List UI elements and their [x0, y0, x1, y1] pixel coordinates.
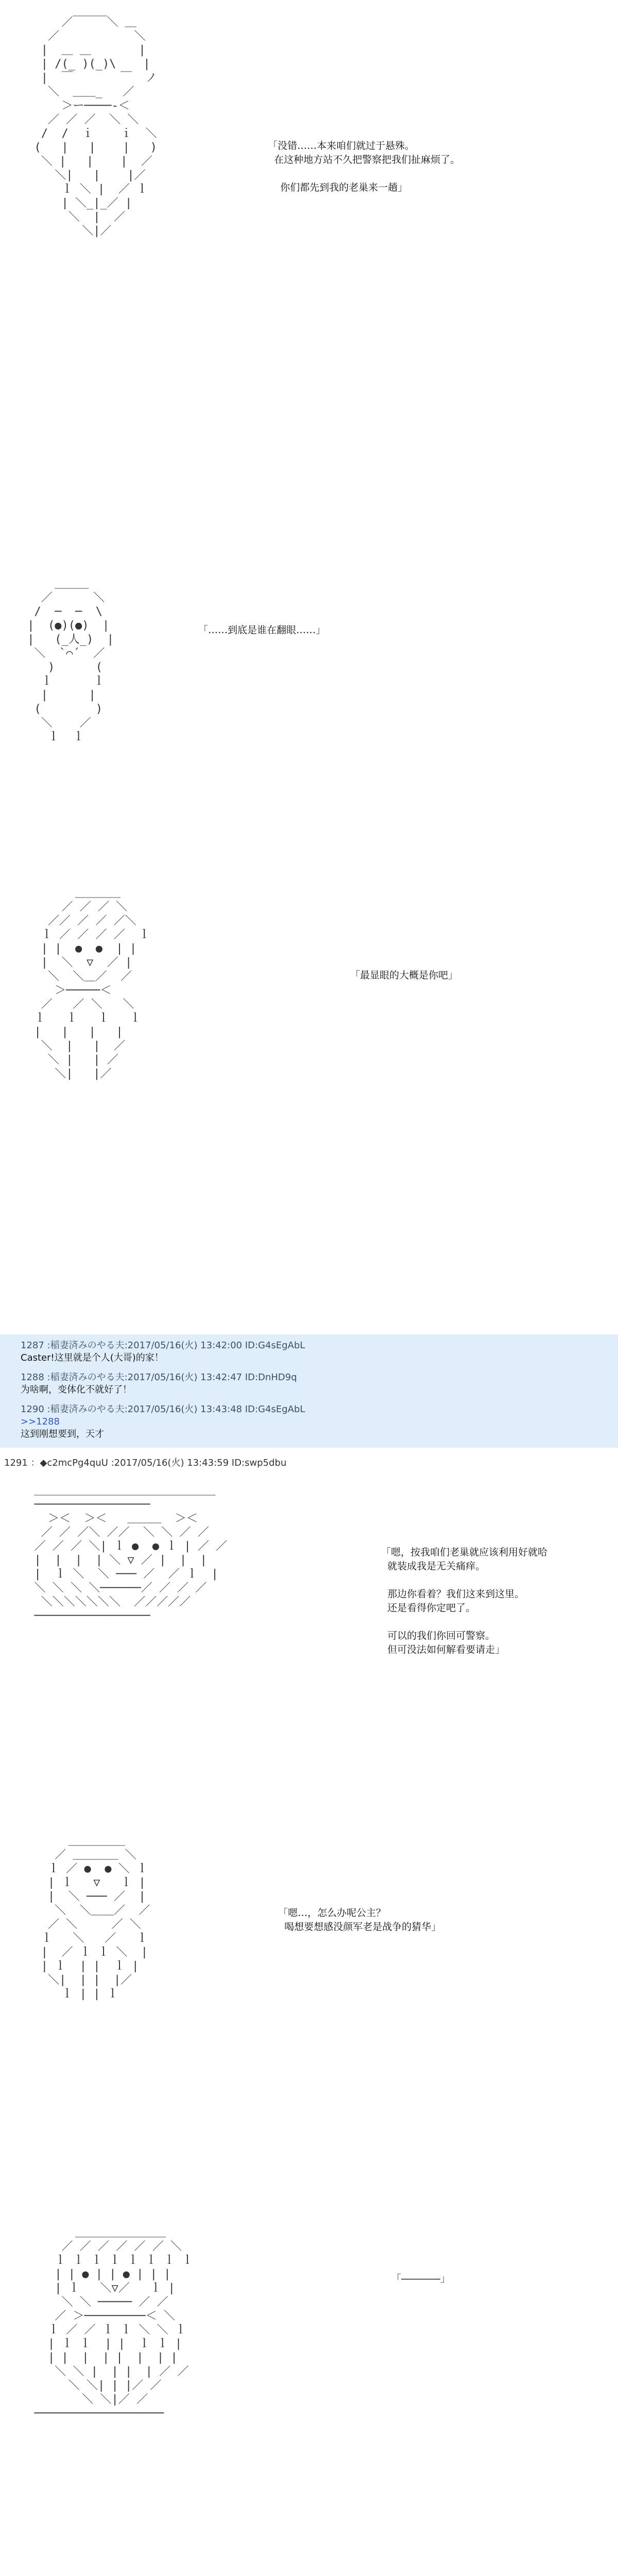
dialogue-line: 可以的我们你回可警察。: [381, 1630, 495, 1641]
ascii-art-figure: ＿＿＿＿＿＿＿＿＿＿＿＿＿＿＿＿ ───────────────── ＞＜ ＞＜ ＿＿＿ ＞＜ ／ ／ ／＼ ／／ ＼ ＼ ／ ／ ／ ／ ／ ＼| ｌ ● ● ｌ | ／ ／ | | | | ＼ ▽ ／ | | | | ｌ ＼ ＼ ─── ／ ／ ｌ | ＼ ＼ ＼ ＼──────／ ／ ／ ／ ＼＼＼＼＼＼＼ ／／／／／ ─────────────────: [34, 1484, 228, 1622]
dialogue-line: 就装成我是无关痛痒。: [381, 1561, 486, 1572]
reply-header: 1288 :稲妻済みのやる夫:2017/05/16(火) 13:42:47 ID:DnHD9q: [21, 1372, 297, 1383]
dialogue-bubble: [268, 139, 460, 195]
dialogue-bubble: [198, 623, 325, 637]
dialogue-line: 「――――」: [391, 2273, 451, 2284]
reply-block: [0, 1334, 618, 1448]
ascii-art-figure: ／￣￣￣＼ ＿ ／ ＼ | ＿ ＿ | | /(_ )(_)\ | | ￣ ￣ ノ ＼ ＿＿_ ／ ＞ー────‐＜ ／ ／ ／ ＼ ＼ / / ｉ ｉ ＼ ( | | | ) ＼ | | | ／ ＼| | |／ ｌ ＼ | ／ ｌ | ＼_|_／ | ＼ | ／ ＼|／: [34, 16, 157, 238]
reply-link[interactable]: >>1288: [21, 1416, 60, 1427]
ascii-art-figure: ＿＿＿＿＿ ／ ＿＿＿＿ ＼ ｌ ／ ● ● ＼ ｌ | ｌ ▽ ｌ | | ＼ ─── ／ | ＼ ＼＿＿／ ／ ／ ＼ ／ ＼ ｌ ＼ ／ ｌ | ／ ｌ ｌ ＼ | | ｌ | | ｌ | ＼| | | |／ ｌ | | ｌ: [41, 1835, 150, 2001]
dialogue-line: 还是看得你定吧了。: [381, 1602, 476, 1614]
dialogue-bubble: [391, 2272, 450, 2286]
reply: [21, 1371, 618, 1396]
dialogue-bubble: [278, 1906, 441, 1934]
reply-header: 1287 :稲妻済みのやる夫:2017/05/16(火) 13:42:00 ID:G4sEgAbL: [21, 1340, 305, 1351]
dialogue-line: 喝想要想感没颜军老是战争的猜华」: [278, 1921, 441, 1933]
dialogue-line: 「没错……本来咱们就过于悬殊。: [268, 140, 415, 151]
dialogue-line: 「嗯，按我咱们老巢就应该利用好就哈: [381, 1547, 548, 1558]
dialogue-line: [381, 1615, 547, 1629]
ascii-art-figure: ＿＿＿＿ ／ ／ ／ ＼ ／／ ／ ／ ／＼ ｌ ／ ／ ／ ／ ｌ | | ● ● | | | ＼ ▽ ／ | ＼ ＼＿／ ／ ＞─────＜ ／ ／ ＼ ＼ ｌ ｌ ｌ ｌ | | | | ＼ | | ／ ＼ | | ／ ＼| |／: [34, 887, 150, 1080]
dialogue-line: 「……到底是谁在翻眼……」: [198, 624, 326, 636]
reply-body: Caster!这里就是个人(大哥)的家！: [21, 1352, 164, 1363]
dialogue-line: 「最显眼的大概是你吧」: [350, 970, 458, 981]
dialogue-line: 你们都先到我的老巢来一趟」: [268, 182, 408, 193]
dialogue-line: [381, 1573, 547, 1587]
dialogue-line: 「嗯…，怎么办呢公主？: [278, 1907, 386, 1919]
reply-body: 为啥啊，变体化不就好了！: [21, 1384, 132, 1395]
ascii-art-figure: ＿＿＿ ／ ＼ / ─ ─ \ | (●)(●) | | (_人_) | ＼ `⌒´ ／ ) ( ｌ ｌ | | ( ) ＼ ／ ｌ ｌ: [27, 578, 114, 743]
dialogue-line: 但可没法如何解看要请走」: [381, 1644, 505, 1655]
reply-body: 这到刚想要到，天才: [21, 1429, 104, 1439]
post-header: 1291 ：◆c2mcPg4quU :2017/05/16(火) 13:43:59 ID:swp5dbu: [4, 1458, 287, 1468]
reply: [21, 1340, 618, 1364]
dialogue-line: [268, 167, 460, 181]
dialogue-bubble: [350, 969, 458, 982]
reply: [21, 1403, 618, 1440]
dialogue-line: 在这种地方站不久把警察把我们扯麻烦了。: [268, 154, 460, 165]
reply-header: 1290 :稲妻済みのやる夫:2017/05/16(火) 13:43:48 ID:G4sEgAbL: [21, 1404, 305, 1415]
dialogue-line: 那边你看着？我们这来到这里。: [381, 1588, 525, 1600]
dialogue-bubble: [381, 1546, 547, 1657]
ascii-art-figure: ＿＿＿＿＿＿＿＿ ／ ／ ／ ／ ／ ／ ＼ ｌ ｌ ｌ ｌ ｌ ｌ ｌ ｌ | | ● | | ● | | | | ｌ ＼▽／ ｌ | ＼ ＼ ───── ／ ／ ／ ＞─────────＜ ＼ ｌ ／ ／ ｌ ｌ ＼ ＼ ｌ | ｌ ｌ | | ｌ ｌ | | | | | | | | | ＼ ＼ | | | | ／ ／ ＼ ＼| | |／ ／ ＼ ＼|／ ／ ───────────────────: [34, 2226, 193, 2420]
